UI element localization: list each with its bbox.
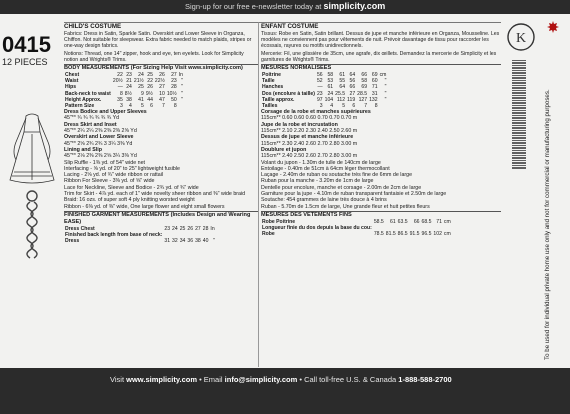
row-value: 10 xyxy=(159,90,165,97)
english-finished-measurements xyxy=(64,226,216,245)
email-link[interactable]: info@simplicity.com xyxy=(224,375,298,384)
yardage-values: 115cm** 2.30 2.40 2.60 2.70 2.80 3.00 m xyxy=(261,140,358,147)
row-value: 24 xyxy=(126,84,132,91)
row-value: 69 xyxy=(361,84,368,91)
notion-line: Ruban - 5.70m de 1.5cm de large, Une grande fleur et huit petites fleurs xyxy=(261,203,430,210)
row-value: 31 xyxy=(164,238,171,245)
row-value: 22 xyxy=(147,78,153,85)
piece-count: 12 PIECES xyxy=(2,57,48,67)
row-value: 23 xyxy=(126,71,132,78)
french-title: ENFANT COSTUME xyxy=(261,23,319,30)
row-value: 60 xyxy=(371,78,378,85)
row-value: 86.5 xyxy=(397,231,408,238)
english-measure-head: BODY MEASUREMENTS (For Sizing Help Visit www.simplicity.com) xyxy=(64,64,258,72)
french-panel xyxy=(258,22,501,367)
row-value: 56 xyxy=(316,71,323,78)
row-unit: " xyxy=(384,96,387,103)
row-value: 102 xyxy=(433,231,442,238)
yardage-block xyxy=(261,134,501,147)
row-value: 35 xyxy=(117,96,123,103)
french-finished-head: MESURES DES VETEMENTS FINS xyxy=(261,211,501,219)
row-value: 26 xyxy=(187,225,194,232)
row-value: 71 xyxy=(436,218,442,225)
yardage-title: Corsage de la robe et manches supérieures xyxy=(261,109,371,116)
row-label: Robe xyxy=(262,231,275,238)
row-value: 24 xyxy=(172,225,178,232)
row-value: 41 xyxy=(138,96,144,103)
row-label: Dos (encolure à taille) xyxy=(262,90,315,97)
row-value: 58 xyxy=(361,78,368,85)
yardage-title: Dress Skirt and Inset xyxy=(64,121,117,128)
french-body-measurements xyxy=(261,72,387,109)
row-value: 23 xyxy=(171,78,177,85)
row-unit: " xyxy=(384,84,387,91)
english-body-measurements xyxy=(64,72,184,109)
row-value: 63.5 xyxy=(397,218,408,225)
english-fabrics: Fabrics: Dress in Satin, Sparkle Satin. Overskirt and Lower Sleeve in Organza, Chiffon. Not suitable for sleepwear. Extra fabric needed to match plaids, stripes or one-way design fabrics. xyxy=(64,30,252,49)
english-title: CHILD'S COSTUME xyxy=(64,23,122,30)
row-value: 64 xyxy=(349,71,356,78)
pattern-id xyxy=(2,34,58,67)
contact-line: Visit www.simplicity.com • Email info@simplicity.com • Call toll-free U.S. & Canada 1-888-588-2700 xyxy=(110,375,452,384)
row-unit: " xyxy=(181,96,183,103)
notion-line: Volant du jupon - 1.30m de tulle de 140cm de large xyxy=(261,159,381,166)
notion-line: Trim for Skirt - 4⅞ yd. each of 1" wide novelty sheer ribbon and ⅜" wide braid xyxy=(64,191,246,198)
row-label: Tailles xyxy=(262,102,278,109)
row-value: 22½ xyxy=(154,78,165,85)
row-label: Dress Chest xyxy=(65,225,95,232)
row-value: 38 xyxy=(126,96,132,103)
yardage-block xyxy=(64,122,258,135)
row-value: 127 xyxy=(358,96,368,103)
row-value: 66 xyxy=(413,218,420,225)
dress-sketch xyxy=(6,112,58,272)
row-value: 7 xyxy=(364,102,368,109)
row-label: Taille approx. xyxy=(262,96,295,103)
notion-line: Slip Ruffle - 1⅜ yd. of 54" wide net xyxy=(64,159,145,166)
row-value: 10½ xyxy=(166,90,177,97)
row-unit: " xyxy=(384,78,387,85)
notion-line: Laçage - 2.40m de ruban ou soutache très fine de 6mm de large xyxy=(261,172,413,179)
row-value: 27 xyxy=(195,225,201,232)
notion-line: Ribbon - 6⅜ yd. of ⅜" wide, One large flower and eight small flowers xyxy=(64,203,225,210)
notion-line: Lacing - 2⅝ yd. of ¾" wide ribbon or rattail xyxy=(64,172,164,179)
row-value: 61 xyxy=(327,84,334,91)
notion-line: Interfacing - ⅝ yd. of 20" to 25" lightweight fusible xyxy=(64,165,180,172)
row-unit: cm xyxy=(443,231,451,238)
phone-number: 1-888-588-2700 xyxy=(398,375,452,384)
side-notice: To be used for individual private home use only and not for commercial or manufacturing purposes. xyxy=(544,89,551,360)
row-value: 6 xyxy=(150,102,153,109)
row-unit: cm xyxy=(379,71,387,78)
french-yardage xyxy=(261,109,501,159)
row-value: 28 xyxy=(202,225,209,232)
row-value: 26 xyxy=(159,71,165,78)
yardage-block xyxy=(64,147,258,160)
row-value: 78.5 xyxy=(373,231,384,238)
notion-line: Soutache: 454 grammes de laine très douce à 4 brins xyxy=(261,197,387,204)
yardage-values: 45"** 2¼ 2¼ 2⅜ 2⅜ 2⅜ 2⅝ Yd xyxy=(64,128,137,135)
logo-letter: K xyxy=(515,31,527,46)
measurement-row xyxy=(64,238,216,244)
french-fabrics: Tissus: Robe en Satin, Satin brillant. Dessus de jupe et manche inférieure en Organza, Mousseline. Les modèles ne conviennent pas pour vêtements de nuit. Prévoir davantage de tissu pour raccorder les écossais, rayures ou motifs unidirectionnels. xyxy=(261,30,500,49)
row-value: — xyxy=(317,84,323,91)
row-value: 8 xyxy=(173,102,177,109)
row-unit: " xyxy=(384,90,387,97)
row-value: 6 xyxy=(352,102,356,109)
row-label: Longueur finie du dos depuis la base du cou: xyxy=(262,225,372,232)
notion-line: Braid: 16 ozs. of super soft 4 ply knitting worsted weight xyxy=(64,197,195,204)
notion-line: Ribbon For Sleeve - 3⅜ yd. of ⅝" wide xyxy=(64,178,155,185)
measurement-row xyxy=(261,231,452,237)
row-value: 53 xyxy=(327,78,334,85)
row-unit: " xyxy=(181,78,183,85)
yardage-values: 45"** 2⅝ 2¾ 2¾ 3 3¼ 3⅜ Yd xyxy=(64,140,133,147)
row-value: 64 xyxy=(339,84,346,91)
row-value: 32 xyxy=(172,238,178,245)
english-extras xyxy=(64,160,258,210)
row-value: 66 xyxy=(349,84,356,91)
row-value: 36 xyxy=(187,238,194,245)
row-label: Chest xyxy=(65,71,80,78)
yardage-block xyxy=(261,122,501,135)
row-value: 68.5 xyxy=(421,218,432,225)
row-value: 40 xyxy=(202,238,209,245)
row-value: 132 xyxy=(369,96,378,103)
row-value: 66 xyxy=(361,71,368,78)
row-value: 28 xyxy=(171,84,177,91)
row-value: 27 xyxy=(159,84,165,91)
row-value: 44 xyxy=(147,96,153,103)
row-value: 69 xyxy=(371,71,378,78)
row-value: 56 xyxy=(349,78,356,85)
row-value: 58 xyxy=(327,71,334,78)
row-label: Poitrine xyxy=(262,71,281,78)
yardage-title: Dress Bodice and Upper Sleeves xyxy=(64,109,147,116)
row-value: 91.5 xyxy=(409,231,420,238)
website-link[interactable]: www.simplicity.com xyxy=(126,375,197,384)
row-value: 7 xyxy=(161,102,165,109)
barcode-icon xyxy=(512,60,526,170)
french-notions: Mercerie: Fil, une glissière de 35cm, une agrafe, dix œillets. Demandez la mercerie de Simplicity et les garnitures de Wrights® Trims. xyxy=(261,50,497,63)
yardage-title: Doublure et jupon xyxy=(261,146,307,153)
row-label: Taille xyxy=(262,78,275,85)
row-value: 8 xyxy=(119,90,123,97)
row-value: 50 xyxy=(171,96,177,103)
row-label: Dress xyxy=(65,238,80,245)
yardage-block xyxy=(261,109,501,122)
row-value: 25.5 xyxy=(335,90,346,97)
row-value: 27 xyxy=(349,90,356,97)
row-value: 55 xyxy=(339,78,346,85)
yardage-values: 45"** ¾ ¾ ¾ ¾ ¾ ¾ Yd xyxy=(64,115,120,122)
bottom-banner xyxy=(0,368,570,414)
english-panel xyxy=(64,22,258,367)
row-value: 31 xyxy=(371,90,378,97)
notion-line: Entoilage - 0.40m de 51cm à 64cm léger thermocollant xyxy=(261,165,390,172)
row-value: 27 xyxy=(171,71,177,78)
top-banner-text[interactable]: Sign-up for our free e-newsletter today at simplicity.com xyxy=(185,1,386,11)
row-value: 22 xyxy=(117,71,123,78)
row-unit: cm xyxy=(443,218,451,225)
yardage-title: Overskirt and Lower Sleeve xyxy=(64,134,134,141)
row-label: Finished back length from base of neck: xyxy=(65,232,163,239)
row-value: 3 xyxy=(319,102,323,109)
row-label: Pattern Size xyxy=(65,102,95,109)
yardage-values: 115cm** 2.40 2.50 2.60 2.70 2.80 3.00 m xyxy=(261,153,358,160)
row-value: 58.5 xyxy=(373,218,384,225)
row-value: 21½ xyxy=(133,78,144,85)
row-value: 71 xyxy=(371,84,378,91)
row-label: Hanches xyxy=(262,84,284,91)
row-value: 34 xyxy=(179,238,186,245)
french-finished-measurements xyxy=(261,219,452,238)
row-label: Back-neck to waist xyxy=(65,90,111,97)
row-value: 104 xyxy=(324,96,334,103)
notion-line: Garniture pour la jupe - 4.10m de ruban transparent fantaisie et 2.50m de large xyxy=(261,191,447,198)
row-label: Waist xyxy=(65,78,79,85)
row-unit: In xyxy=(210,225,215,232)
row-value: 97 xyxy=(316,96,323,103)
yardage-values: 115cm** 0.60 0.60 0.60 0.70 0.70 0.70 m xyxy=(261,115,358,122)
row-unit: In xyxy=(178,71,183,78)
row-value: 61 xyxy=(339,71,346,78)
row-value: 24 xyxy=(327,90,334,97)
row-value: 96.5 xyxy=(421,231,432,238)
pattern-number: 0415 xyxy=(2,32,51,57)
yardage-values: 115cm** 2.10 2.20 2.30 2.40 2.50 2.60 m xyxy=(261,128,358,135)
row-unit: " xyxy=(181,84,183,91)
yardage-title: Lining and Slip xyxy=(64,146,102,153)
row-value: 112 xyxy=(336,96,346,103)
row-value: 23 xyxy=(316,90,323,97)
row-value: 4 xyxy=(330,102,334,109)
brand-logo-icon xyxy=(506,22,536,52)
measurement-row xyxy=(64,91,184,97)
row-value: 26 xyxy=(147,84,153,91)
row-value: 25 xyxy=(138,84,144,91)
row-value: 23 xyxy=(164,225,171,232)
row-value: 81.5 xyxy=(385,231,396,238)
notion-line: Lace for Neckline, Sleeve and Bodice - 2¾ yd. of ¾" wide xyxy=(64,184,199,191)
row-unit: " xyxy=(181,90,183,97)
row-value: 20½ xyxy=(112,78,123,85)
row-value: 25 xyxy=(147,71,153,78)
row-value: 61 xyxy=(389,218,396,225)
yardage-values: 45"** 2⅛ 2⅜ 2⅜ 2⅝ 3¼ 3⅜ Yd xyxy=(64,153,137,160)
row-value: 9 xyxy=(140,90,144,97)
row-value: 8½ xyxy=(124,90,132,97)
yardage-title: Dessus de jupe et manche inférieure xyxy=(261,134,354,141)
row-value: 47 xyxy=(159,96,165,103)
french-measure-head: MESURES NORMALISEES xyxy=(261,64,501,72)
row-value: 119 xyxy=(347,96,356,103)
row-value: 5 xyxy=(140,102,144,109)
notion-line: Ruban pour la manche - 3.20m de 1cm de large xyxy=(261,178,374,185)
measurement-row xyxy=(261,97,387,103)
english-finished-head: FINISHED GARMENT MEASUREMENTS (Includes Design and Wearing EASE) xyxy=(64,211,258,226)
yardage-block xyxy=(64,109,258,122)
yardage-block xyxy=(261,147,501,160)
row-value: 3 xyxy=(119,102,123,109)
notion-line: Dentelle pour encolure, manche et corsage - 2.00m de 2cm de large xyxy=(261,184,422,191)
row-label: Hips xyxy=(65,84,77,91)
row-value: 21 xyxy=(126,78,132,85)
english-yardage xyxy=(64,109,258,159)
row-value: 9½ xyxy=(145,90,153,97)
yardage-block xyxy=(64,134,258,147)
english-notions: Notions: Thread, one 14" zipper, hook and eye, ten eyelets. Look for Simplicity notion and Wrights® Trims. xyxy=(64,50,244,63)
row-value: 8 xyxy=(374,102,378,109)
row-value: 4 xyxy=(129,102,132,109)
row-value: 52 xyxy=(316,78,323,85)
top-banner xyxy=(0,0,570,14)
row-label: Robe Poitrine xyxy=(262,218,296,225)
row-value: 38 xyxy=(195,238,201,245)
yardage-title: Jupe de la robe et incrustation xyxy=(261,121,338,128)
row-value: 24 xyxy=(138,71,144,78)
row-value: — xyxy=(117,84,123,91)
row-label: Height Approx. xyxy=(65,96,102,103)
row-value: 25 xyxy=(179,225,186,232)
maple-leaf-icon xyxy=(546,20,560,34)
row-unit: " xyxy=(212,238,215,245)
row-value: 5 xyxy=(342,102,346,109)
french-extras xyxy=(261,160,501,210)
row-value: 28.5 xyxy=(357,90,368,97)
